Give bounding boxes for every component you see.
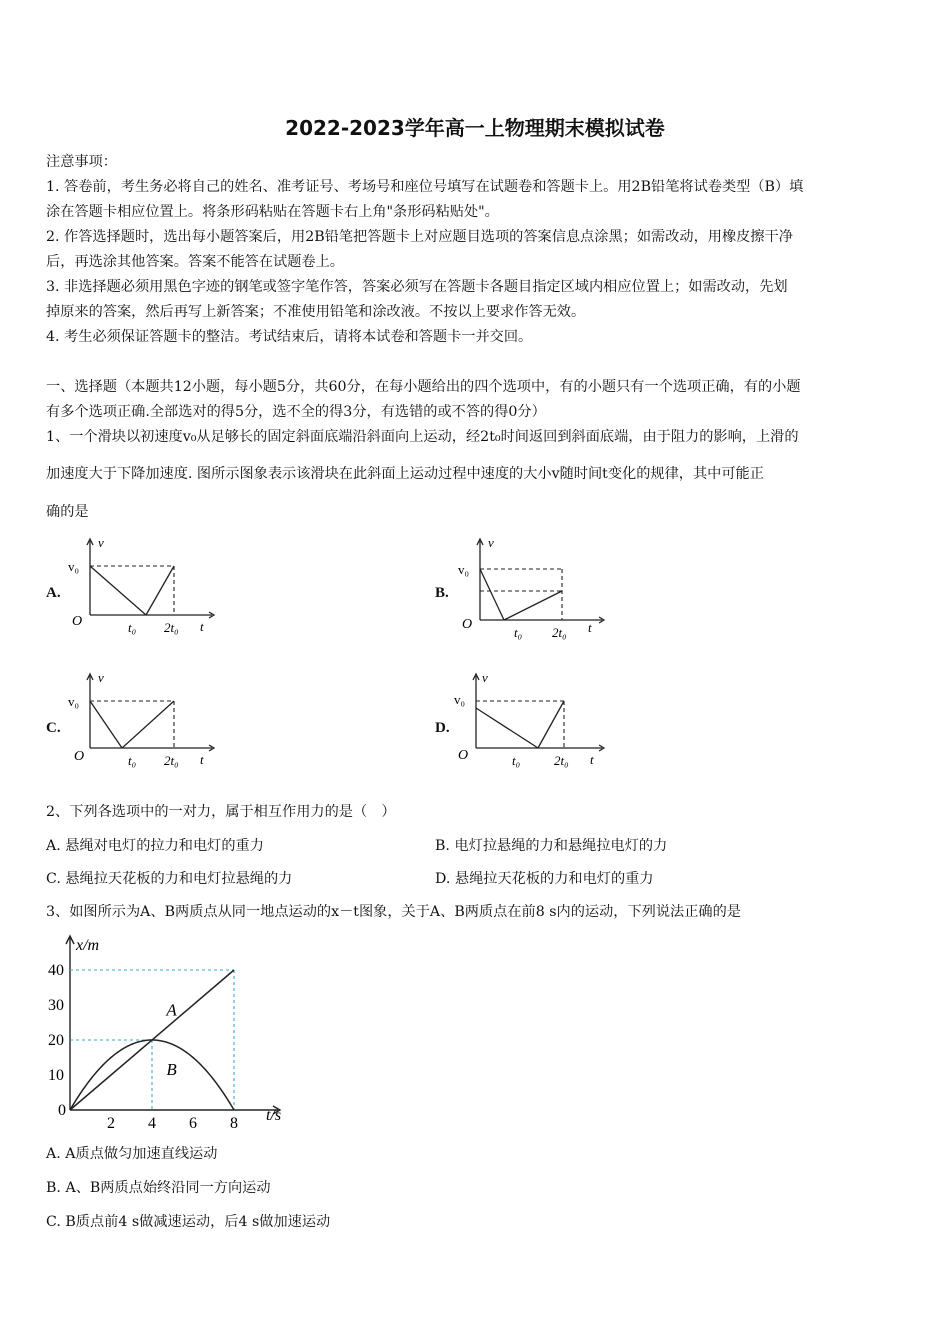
axis-t-label: t [200,752,204,767]
q1-option-b-label[interactable]: B. [435,585,449,601]
notice-line: 1. 答卷前，考生务必将自己的姓名、准考证号、考场号和座位号填写在试题卷和答题卡上。用2B铅笔将试卷类型（B）填 [46,179,804,195]
axis-t-label: t [588,620,592,635]
q1-graph-d [452,668,612,773]
origin-label: O [74,749,85,764]
x-tick-label: 6 [189,1115,197,1128]
y-tick-label: 0 [58,1102,66,1119]
notice-line: 4. 考生必须保证答题卡的整洁。考试结束后，请将本试卷和答题卡一并交回。 [46,329,533,345]
axis-v0-label: v₀ [458,562,470,577]
section-heading: 一、选择题（本题共12小题，每小题5分，共60分，在每小题给出的四个选项中，有的小题只有一个选项正确，有的小题 [46,379,801,395]
q3-xt-chart [40,928,300,1128]
series-label-A: A [166,1000,177,1020]
axis-t-label: t [200,619,204,634]
q1-graph-c [62,668,222,773]
axis-v0-label: v₀ [68,694,80,709]
axis-v0-label: v₀ [68,559,80,574]
q1-option-a-label[interactable]: A. [46,585,61,601]
notice-line: 2. 作答选择题时，选出每小题答案后，用2B铅笔把答题卡上对应题目选项的答案信息点涂黑；如需改动，用橡皮擦干净 [46,229,793,245]
q2-option-a[interactable]: A. 悬绳对电灯的拉力和电灯的重力 [46,838,264,854]
axis-v-label: v [98,535,104,550]
q2-option-d[interactable]: D. 悬绳拉天花板的力和电灯的重力 [435,871,654,887]
q1-stem: 1、一个滑块以初速度v₀从足够长的固定斜面底端沿斜面向上运动，经2t₀时间返回到斜面底端，由于阻力的影响，上滑的 [46,429,799,445]
y-tick-label: 20 [48,1032,64,1049]
y-axis-label: x/m [76,937,100,954]
t0-label: t₀ [128,620,137,635]
q2-stem: 2、下列各选项中的一对力，属于相互作用力的是（ ） [46,804,396,820]
2t0-label: 2t₀ [552,625,567,640]
q1-stem: 加速度大于下降加速度. 图所示图象表示该滑块在此斜面上运动过程中速度的大小v随时间t变化的规律，其中可能正 [46,466,764,482]
q3-option-a[interactable]: A. A质点做匀加速直线运动 [46,1146,218,1162]
q1-option-c-label[interactable]: C. [46,720,61,736]
x-tick-label: 8 [230,1115,238,1128]
notice-heading: 注意事项： [46,154,117,170]
notice-line: 掉原来的答案，然后再写上新答案；不准使用铅笔和涂改液。不按以上要求作答无效。 [46,304,586,320]
t0-label: t₀ [512,753,521,768]
x-axis-label: t/s [266,1107,282,1124]
q1-option-d-label[interactable]: D. [435,720,450,736]
t0-label: t₀ [514,625,523,640]
y-tick-label: 10 [48,1067,64,1084]
series-line-B [70,1040,234,1110]
q1-stem: 确的是 [46,504,89,520]
q3-option-c[interactable]: C. B质点前4 s做减速运动，后4 s做加速运动 [46,1214,331,1230]
axis-v-label: v [488,535,494,550]
section-heading: 有多个选项正确.全部选对的得5分，选不全的得3分，有选错的或不答的得0分） [46,404,546,420]
t0-label: t₀ [128,753,137,768]
notice-line: 涂在答题卡相应位置上。将条形码粘贴在答题卡右上角"条形码粘贴处"。 [46,204,499,220]
2t0-label: 2t₀ [554,753,569,768]
origin-label: O [72,614,83,629]
q2-option-b[interactable]: B. 电灯拉悬绳的力和悬绳拉电灯的力 [435,838,668,854]
q2-option-c[interactable]: C. 悬绳拉天花板的力和电灯拉悬绳的力 [46,871,293,887]
x-tick-label: 2 [107,1115,115,1128]
axis-v-label: v [98,670,104,685]
axis-t-label: t [590,752,594,767]
q3-option-b[interactable]: B. A、B两质点始终沿同一方向运动 [46,1180,271,1196]
page-title: 2022-2023学年高一上物理期末模拟试卷 [285,116,665,140]
axis-v0-label: v₀ [454,692,466,707]
notice-line: 后，再选涂其他答案。答案不能答在试题卷上。 [46,254,344,270]
axis-v-label: v [482,670,488,685]
y-tick-label: 40 [48,962,64,979]
q1-graph-a [62,533,222,638]
origin-label: O [458,748,469,763]
y-tick-label: 30 [48,997,64,1014]
2t0-label: 2t₀ [164,620,179,635]
origin-label: O [462,617,473,632]
notice-line: 3. 非选择题必须用黑色字迹的钢笔或签字笔作答，答案必须写在答题卡各题目指定区域内相应位置上；如需改动，先划 [46,279,788,295]
series-label-B: B [166,1060,177,1079]
q1-graph-b [452,533,612,643]
x-tick-label: 4 [148,1115,156,1128]
2t0-label: 2t₀ [164,753,179,768]
q3-stem: 3、如图所示为A、B两质点从同一地点运动的x－t图象，关于A、B两质点在前8 s内的运动，下列说法正确的是 [46,904,741,920]
